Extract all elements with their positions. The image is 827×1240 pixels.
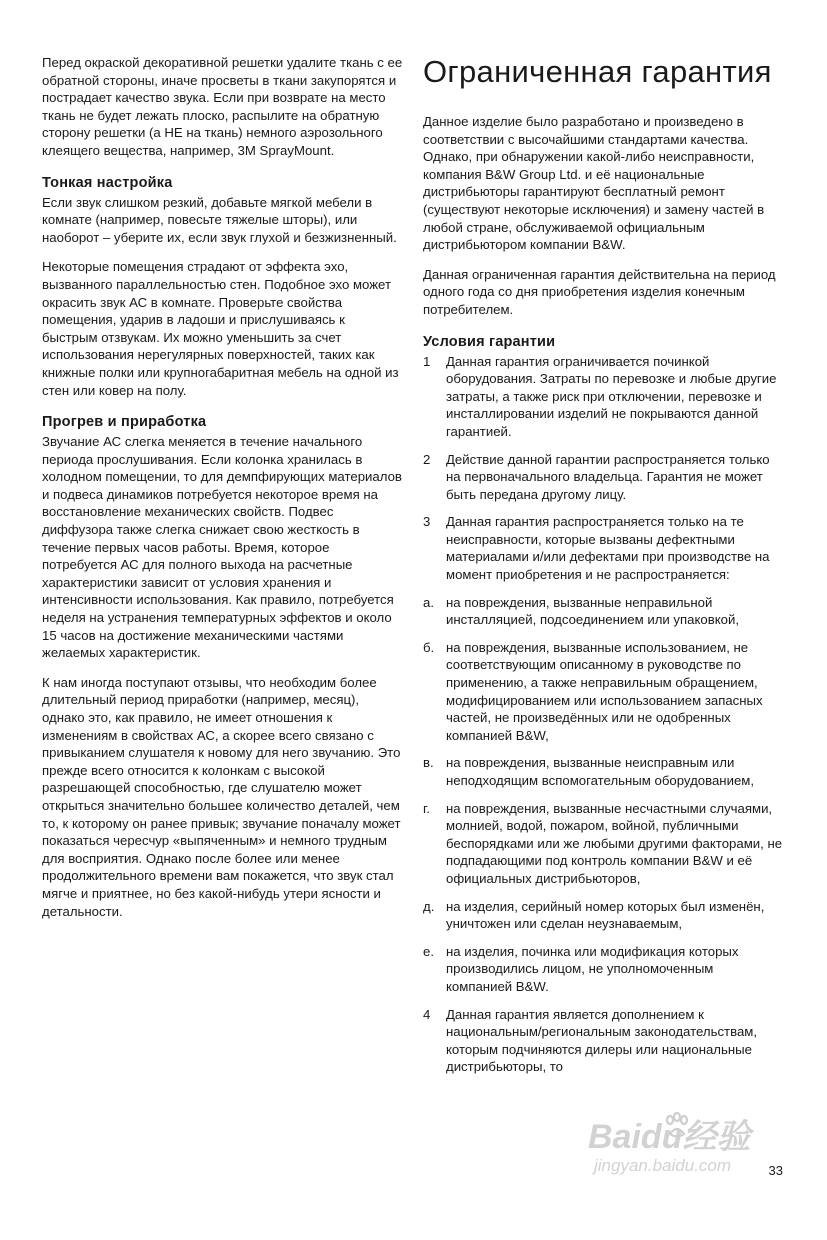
- warranty-paragraph-1: Данное изделие было разработано и произведено в соответствии с высочайшими стандартами качества. Однако, при обнаружении какой-либо неисправности, компания B&W Group Ltd. и её национальные дистрибьюторы гарантируют бесплатный ремонт (существуют некоторые исключения) и замену частей в любой стране, обслуживаемой официальным дистрибьютором компании B&W.: [423, 114, 765, 253]
- list-item: [423, 754, 783, 789]
- list-marker: д.: [423, 898, 435, 914]
- paw-icon: [662, 1112, 692, 1142]
- burnin-paragraph-2: К нам иногда поступают отзывы, что необходим более длительный период приработки (например, месяц), однако это, как правило, не имеет отношения к изменениям в свойствах АС, а скорее всего связано с привыканием слушателя к новому для него звучанию. Это прежде всего относится к колонкам с высокой разрешающей способностью, где слушателю может открыться значительно большее количество деталей, чем то, к которому он ранее привык; звучание поначалу может показаться чересчур «выпяченным» и немного трудным для восприятия. Однако после более или менее продолжительного времени вам покажется, что звук стал мягче и приятнее, но без какой-нибудь утери ясности и детальности.: [42, 674, 401, 919]
- burnin-paragraph-1: Звучание АС слегка меняется в течение начального периода прослушивания. Если колонка хранилась в холодном помещении, то для демпфирующих материалов и подвеса динамиков потребуется некоторое время на восстановление механических свойств. Подвес диффузора также слегка снижает свою жесткость в течение первых часов работы. Время, которое потребуется АС для полного выхода на расчетные характеристики зависит от условия хранения и интенсивности использования. Как правило, потребуется неделя на устранения температурных эффектов и около 15 часов на достижение механическими частями желаемых характеристик.: [42, 434, 402, 661]
- list-item-text: на повреждения, вызванные неисправным или неподходящим вспомогательным оборудованием,: [446, 755, 755, 788]
- list-item: [423, 639, 783, 745]
- left-column: [42, 54, 404, 932]
- watermark-logo: Baidu经验: [588, 1118, 751, 1156]
- list-item-text: Данная гарантия распространяется только на те неисправности, которые вызваны дефектными материалами и/или дефектами при производстве на момент приобретения и не распространяется:: [446, 514, 770, 583]
- list-marker: 3: [423, 514, 431, 530]
- list-item: [423, 353, 783, 441]
- list-item: [423, 451, 783, 504]
- list-item-text: на повреждения, вызванные несчастными случаями, молнией, водой, пожаром, войной, публичными беспорядками или же любыми другими факторами, не подпадающими под контроль компании B&W и её официальных дистрибьюторов,: [446, 800, 783, 886]
- list-item: [423, 1006, 783, 1076]
- watermark: [588, 1118, 750, 1176]
- watermark-url: jingyan.baidu.com: [594, 1156, 732, 1175]
- heading-burn-in: Прогрев и приработка: [42, 414, 207, 431]
- list-item: [423, 800, 783, 888]
- list-item: [423, 898, 783, 933]
- conditions-list: [423, 353, 783, 1076]
- list-item: [423, 943, 783, 996]
- heading-fine-tuning: Тонкая настройка: [42, 174, 173, 191]
- list-item-text: на повреждения, вызванные неправильной инсталляцией, подсоединением или упаковкой,: [446, 594, 740, 628]
- list-marker: в.: [423, 755, 434, 771]
- list-item: [423, 513, 783, 583]
- tuning-paragraph-1: Если звук слишком резкий, добавьте мягкой мебели в комнате (например, повесьте тяжелые шторы), или наоборот – уберите их, если звук глухой и безжизненный.: [42, 194, 397, 245]
- list-item-text: на изделия, починка или модификация которых производились лицом, не уполномоченным компанией B&W.: [446, 943, 739, 994]
- list-marker: 2: [423, 451, 431, 467]
- list-marker: б.: [423, 639, 435, 655]
- list-item-text: Данная гарантия ограничивается починкой оборудования. Затраты по перевозке и любые другие затраты, а также риск при отключении, перевозке и инсталлировании изделий не покрываются данной гарантией.: [446, 353, 777, 439]
- list-marker: 4: [423, 1006, 431, 1022]
- list-marker: 1: [423, 353, 431, 369]
- list-marker: a.: [423, 594, 434, 610]
- warranty-paragraph-2: Данная ограниченная гарантия действительна на период одного года со дня приобретения изделия конечным потребителем.: [423, 266, 776, 317]
- list-item: [423, 594, 783, 629]
- page-title: Ограниченная гарантия: [423, 54, 772, 89]
- list-marker: г.: [423, 800, 430, 816]
- intro-paragraph: Перед окраской декоративной решетки удалите ткань с ее обратной стороны, иначе просветы в ткани закупорятся и пострадает качество звука. Если при возврате на место ткань не будет лежать плоско, распылите на обратную сторону решетки (а НЕ на ткань) немного аэрозольного клеящего вещества, например, 3M SprayMount.: [42, 55, 403, 158]
- tuning-paragraph-2: Некоторые помещения страдают от эффекта эхо, вызванного параллельностью стен. Подобное эхо может окрасить звук АС в комнате. Проверьте свойства помещения, ударив в ладоши и прислушиваясь к быстрым отзвукам. Их можно уменьшить за счет использования нерегулярных поверхностей, таких как книжные полки или крупногабаритная мебель на одной из стен или ковер на полу.: [42, 259, 399, 398]
- list-item-text: на повреждения, вызванные использованием, не соответствующим описанному в руководстве по применению, а также неправильным обращением, модифицированием или использованием запасных частей, не произведённых или не одобренных компанией B&W,: [446, 639, 763, 743]
- list-item-text: Данная гарантия является дополнением к национальным/региональным законодательствам, которым подчиняются дилеры или национальные дистрибьюторы, то: [446, 1006, 758, 1075]
- list-item-text: Действие данной гарантии распространяется только на первоначального владельца. Гарантия не может быть передана другому лицу.: [446, 451, 770, 502]
- list-item-text: на изделия, серийный номер которых был изменён, уничтожен или сделан неузнаваемым,: [446, 898, 765, 932]
- page-number: 33: [768, 1163, 783, 1178]
- heading-warranty-conditions: Условия гарантии: [423, 333, 556, 350]
- list-marker: е.: [423, 943, 434, 959]
- right-column: [423, 54, 783, 1086]
